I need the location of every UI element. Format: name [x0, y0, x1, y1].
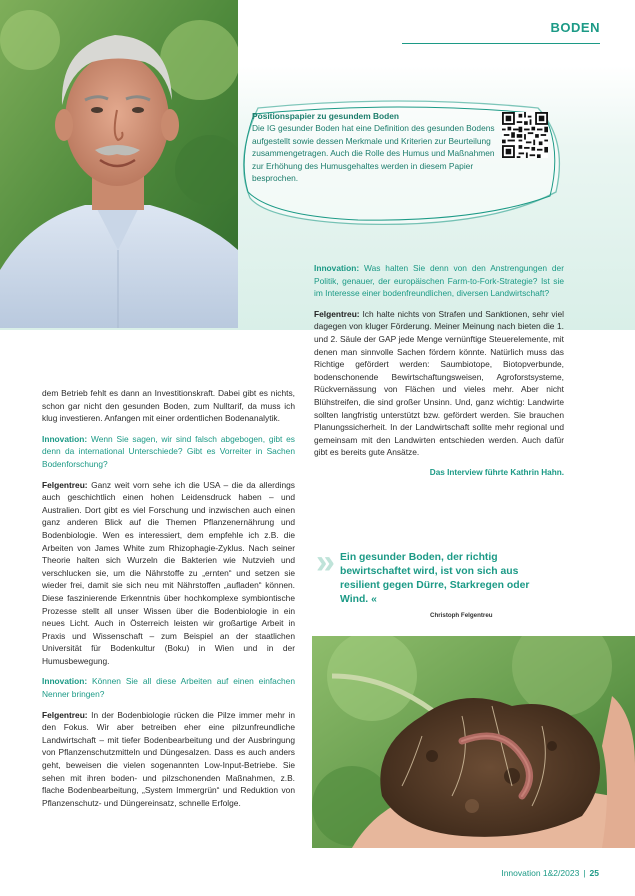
qr-code-icon[interactable] [502, 112, 548, 158]
question-common-denominator: Innovation: Können Sie all diese Arbeiten auf einen einfachen Nenner bringen? [42, 676, 295, 700]
page-number: 25 [589, 868, 599, 878]
callout-title: Positionspapier zu gesundem Boden [252, 111, 400, 121]
portrait-photo [0, 0, 238, 328]
page-footer [501, 868, 599, 878]
pull-quote: Ein gesunder Boden, der richtig bewirtschaftet wird, ist von sich aus resilient gegen Dürre, Starkregen oder Wind. « [340, 552, 530, 605]
callout-body: Die IG gesunder Boden hat eine Definition des gesunden Bodens aufgestellt sowie dessen Merkmale und Kriterien zur Beurteilung zusammengetragen. Auch die Rolle des Humus und Maßnahmen zur Erhöhung des Humusgehaltes werden in diesem Papier besprochen. [252, 123, 495, 184]
answer-international: Felgentreu: Ganz weit vorn sehe ich die USA – die da allerdings auch geschichtlich einen hohen Leidensdruck haben – und Australien. Dort gibt es viel Forschung und inzwischen auch einen ganz anderen Blick auf die Themen Pflanzenernährung und Bodenbiologie. Wen es interessiert, dem empfehle ich z.B. die Arbeiten von James White zum Rhizophagie-Zyklus. Nach seiner Theorie halten sich Wurzeln die Bakterien wie Nutzvieh und verschlucken sie, um die Nährstoffe zu „ernten“ und setzen sie wieder frei, damit sie sich neu mit Nährstoffen „aufladen“ können. Diese faszinierende Erkenntnis über hochkomplexe symbiontische Prozesse stellt all unser Wissen über die Bodenbiologie in ein neues Licht. Auch in Österreich leisten wir großartige Arbeit in Praxis und Wissenschaft – zum Beispiel an der staatlichen Universität für Bodenkultur (Boku) in Wien und in der Humusbewegung. [42, 479, 295, 666]
question-international: Innovation: Wenn Sie sagen, wir sind falsch abgebogen, gibt es denn da international Unterschiede? Gibt es Vorreiter in Sachen Bodenforschung? [42, 433, 295, 469]
right-column [314, 262, 564, 488]
left-column [42, 387, 295, 817]
answer-continuation: dem Betrieb fehlt es dann an Investitionskraft. Dabei gibt es nichts, schon gar nicht den gesunden Boden, zum Nulltarif, da muss ich klug investieren. Anfangen mit einer ordentlichen Bodenanalytik. [42, 388, 295, 424]
footer-separator: | [583, 868, 586, 878]
callout-text [252, 110, 497, 184]
soil-worm-photo [312, 636, 635, 848]
section-label: BODEN [550, 20, 600, 35]
answer-common-denominator: Felgentreu: In der Bodenbiologie rücken die Pilze immer mehr in den Fokus. Wir aber betreiben eher eine pilzunfreundliche Landwirtschaft – mit tiefer Bodenbearbeitung und der Ausbringung von Pflanzenschutzmitteln und Düngesalzen. Dass es auch anders geht, beweisen die vielen sogenannten Low-Input-Betriebe. Sie sehen mit ihren boden- und pilzschonenden Maßnahmen, z.B. flache Bodenbearbeitung, „System Immergrün“ und Reduktion von Pflanzenschutz- und Düngereinsatz, schnelle Erfolge. [42, 709, 295, 808]
quote-author: Christoph Felgentreu [430, 612, 493, 619]
interview-credit: Das Interview führte Kathrin Hahn. [429, 467, 564, 477]
question-farm-to-fork: Innovation: Was halten Sie denn von den Anstrengungen der Politik, genauer, der europäischen Farm-to-Fork-Strategie? Ist sie im Interesse einer bodenfreundlichen, diversen Landwirtschaft? [314, 263, 564, 299]
magazine-issue: Innovation 1&2/2023 [501, 868, 580, 878]
position-paper-callout [238, 100, 568, 230]
header-rule [402, 43, 600, 44]
quote-mark-icon: » [316, 543, 335, 581]
answer-farm-to-fork: Felgentreu: Ich halte nichts von Strafen und Sanktionen, sehr viel dagegen von kluger Förderung. Meiner Meinung nach bieten die 1. und 2. Säule der GAP jede Menge vernünftige Steuerelemente, mit denen man sinnvolle Sachen fördern könnte. Natürlich muss das Richtige gefördert werden: Saumbiotope, Biotopverbunde, bodenschonende Bewirtschaftungsweisen, Agroforstsysteme, Rückvernässung von Flächen und vieles mehr. Aber nicht Blühstreifen, die sind großer Unsinn. Und, ganz wichtig: Landwirte sollten langfristig unterstützt bzw. gefördert werden. Sie brauchen Planungssicherheit. In der Landwirtschaft sollte mehr regional und gemeinsam mit den Landwirten entschieden werden. Auch dafür gibt es bereits gute Ansätze. [314, 308, 564, 458]
